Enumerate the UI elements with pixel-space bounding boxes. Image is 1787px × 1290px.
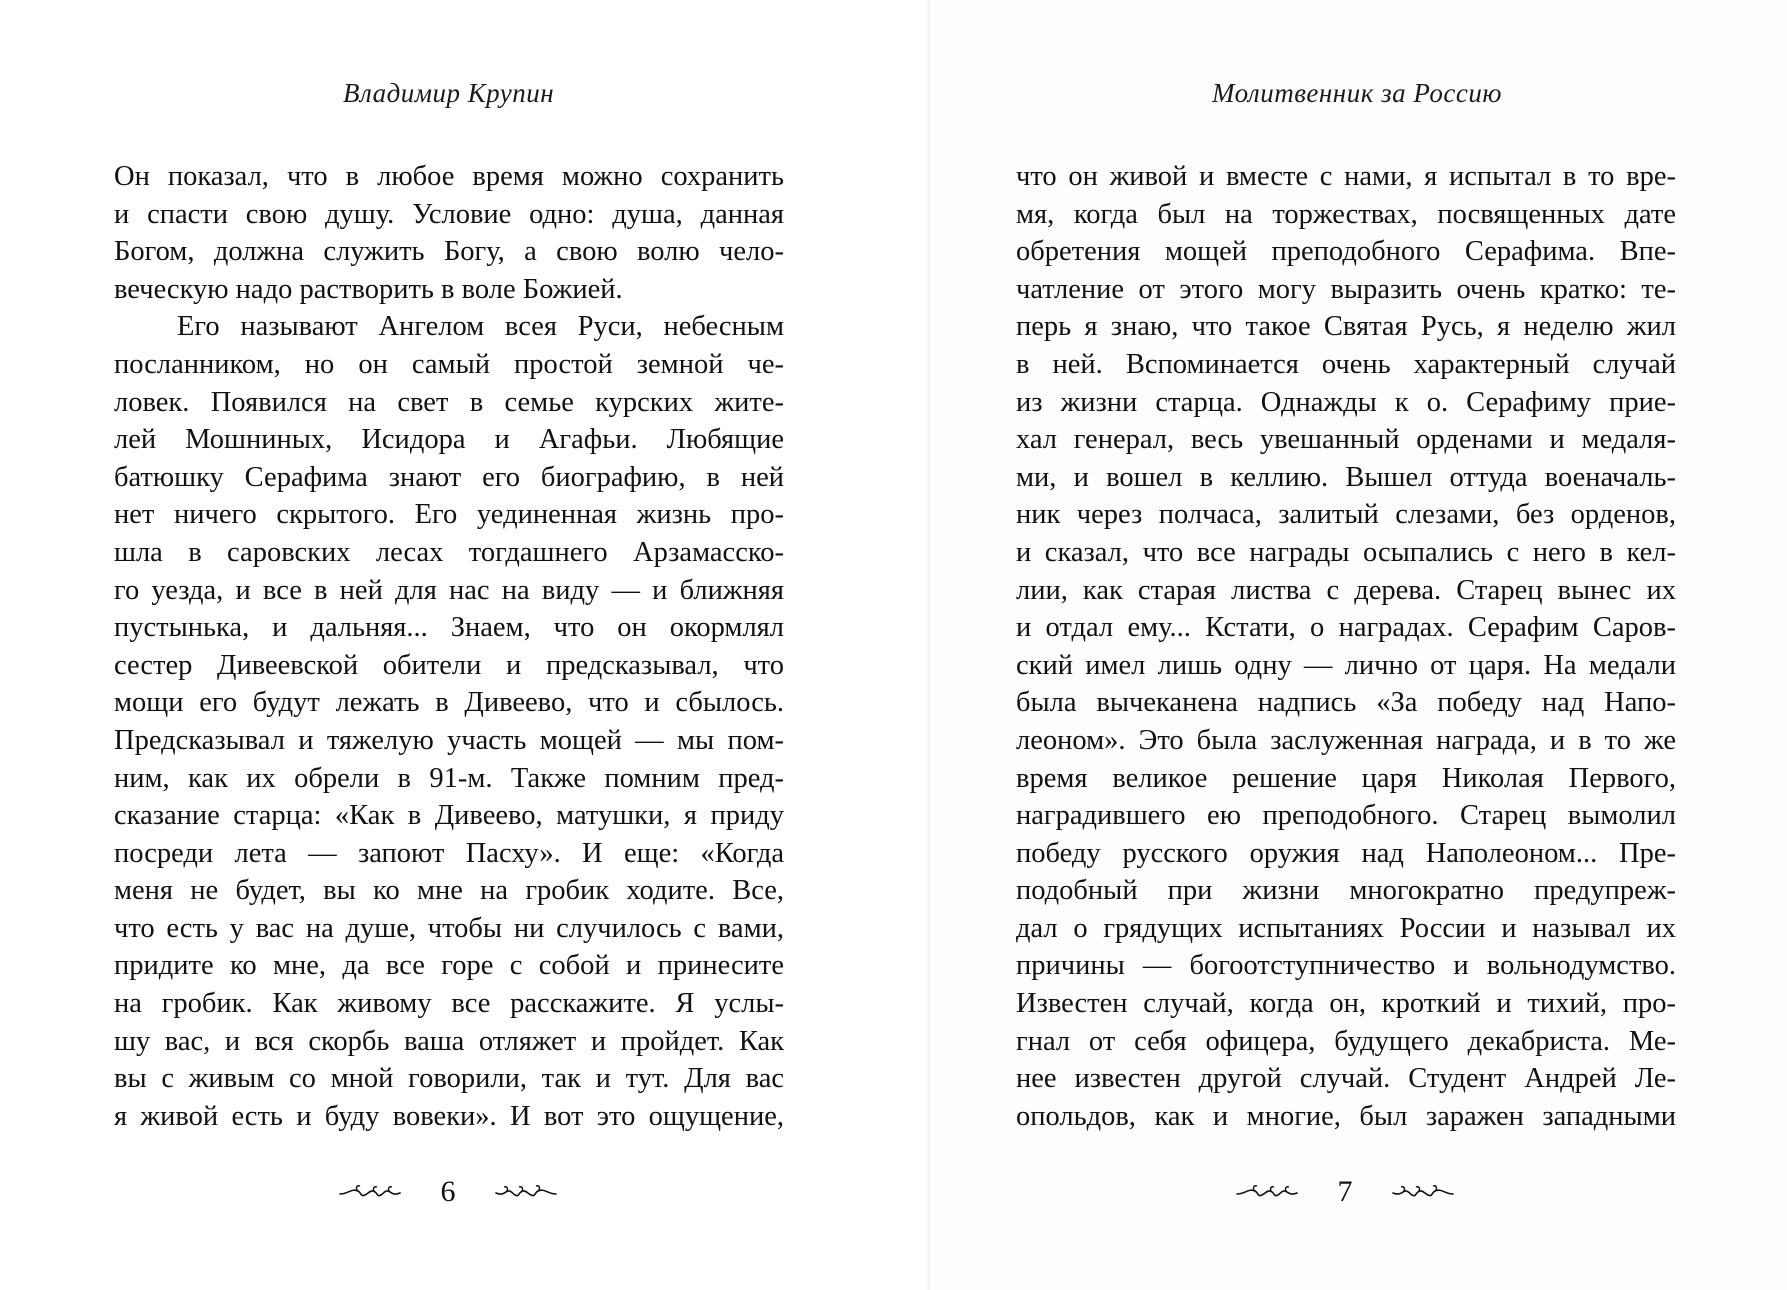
text-line: хал генерал, весь увешанный орденами и медаля- bbox=[1016, 424, 1676, 456]
text-line: наградившего ею преподобного. Старец вымолил bbox=[1016, 800, 1676, 832]
text-line: посланником, но он самый простой земной че- bbox=[114, 348, 784, 380]
right-body-text bbox=[1016, 158, 1676, 1135]
text-line: веческую надо растворить в воле Божией. bbox=[114, 273, 623, 305]
text-line: лей Мошниных, Исидора и Агафьи. Любящие bbox=[114, 424, 784, 456]
text-line: и отдал ему... Кстати, о наградах. Серафим Саров- bbox=[1016, 612, 1676, 644]
text-line: причины — богоотступничество и вольнодумство. bbox=[1016, 950, 1676, 982]
text-line: лии, как старая листва с дерева. Старец вынес их bbox=[1016, 574, 1676, 606]
right-running-head: Молитвенник за Россию bbox=[1212, 78, 1502, 108]
text-line: и сказал, что все награды осыпались с него в кел- bbox=[1016, 536, 1676, 568]
text-line: время великое решение царя Николая Первого, bbox=[1016, 762, 1676, 794]
text-line: нее известен другой случай. Студент Андрей Ле- bbox=[1016, 1063, 1676, 1095]
text-line: нет ничего скрытого. Его уединенная жизнь про- bbox=[114, 499, 784, 531]
right-page bbox=[930, 0, 1787, 1290]
text-line: что есть у вас на душе, чтобы ни случилось с вами, bbox=[114, 912, 784, 944]
flourish-right-icon bbox=[494, 1183, 558, 1201]
text-line: чатление от этого могу выразить очень кратко: те- bbox=[1016, 273, 1676, 305]
flourish-left-icon bbox=[1235, 1183, 1299, 1201]
page-number: 6 bbox=[440, 1175, 456, 1208]
text-line: ник через полчаса, залитый слезами, без орденов, bbox=[1016, 499, 1676, 531]
text-line: Предсказывал и тяжелую участь мощей — мы пом- bbox=[114, 724, 784, 756]
flourish-left-icon bbox=[338, 1183, 402, 1201]
text-line: и спасти свою душу. Условие одно: душа, данная bbox=[114, 198, 784, 230]
text-line: в ней. Вспоминается очень характерный случай bbox=[1016, 348, 1676, 380]
text-line: мощи его будут лежать в Дивеево, что и сбылось. bbox=[114, 687, 784, 719]
left-folio bbox=[338, 1172, 558, 1212]
text-line: вы с живым со мной говорили, так и тут. Для вас bbox=[114, 1063, 784, 1095]
text-line: пустынька, и дальняя... Знаем, что он окормлял bbox=[114, 612, 784, 644]
text-line: была вычеканена надпись «За победу над Напо- bbox=[1016, 687, 1676, 719]
right-folio bbox=[1235, 1172, 1455, 1212]
text-line: на гробик. Как живому все расскажите. Я услы- bbox=[114, 988, 784, 1020]
page-number: 7 bbox=[1337, 1175, 1353, 1208]
text-line: шла в саровских лесах тогдашнего Арзамасско- bbox=[114, 536, 784, 568]
text-line: Известен случай, когда он, кроткий и тихий, про- bbox=[1016, 988, 1676, 1020]
text-line: сестер Дивеевской обители и предсказывал, что bbox=[114, 649, 784, 681]
text-line: победу русского оружия над Наполеоном... Пре- bbox=[1016, 837, 1676, 869]
text-line: обретения мощей преподобного Серафима. Впе- bbox=[1016, 236, 1676, 268]
text-line: я живой есть и буду вовеки». И вот это ощущение, bbox=[114, 1100, 784, 1132]
text-line: меня не будет, вы ко мне на гробик ходите. Все, bbox=[114, 875, 784, 907]
text-line: ми, и вошел в келлию. Вышел оттуда военачаль- bbox=[1016, 461, 1676, 493]
text-line: придите ко мне, да все горе с собой и принесите bbox=[114, 950, 784, 982]
text-line: ский имел лишь одну — лично от царя. На медали bbox=[1016, 649, 1676, 681]
left-running-head: Владимир Крупин bbox=[343, 78, 555, 108]
text-line: Он показал, что в любое время можно сохранить bbox=[114, 161, 784, 192]
text-line: ним, как их обрели в 91-м. Также помним пред- bbox=[114, 762, 784, 794]
text-line: перь я знаю, что такое Святая Русь, я неделю жил bbox=[1016, 311, 1676, 343]
flourish-right-icon bbox=[1391, 1183, 1455, 1201]
text-line: Богом, должна служить Богу, а свою волю чело- bbox=[114, 236, 784, 268]
text-line: что он живой и вместе с нами, я испытал в то вре- bbox=[1016, 161, 1676, 192]
text-line: из жизни старца. Однажды к о. Серафиму прие- bbox=[1016, 386, 1676, 418]
text-line: подобный при жизни многократно предупреж- bbox=[1016, 875, 1676, 907]
text-line: гнал от себя офицера, будущего декабриста. Ме- bbox=[1016, 1025, 1676, 1057]
text-line: шу вас, и вся скорбь ваша отляжет и пройдет. Как bbox=[114, 1025, 784, 1057]
text-line: Его называют Ангелом всея Руси, небесным bbox=[177, 311, 784, 343]
text-line: леоном». Это была заслуженная награда, и в то же bbox=[1016, 724, 1676, 756]
text-line: мя, когда был на торжествах, посвященных дате bbox=[1016, 198, 1676, 230]
text-line: опольдов, как и многие, был заражен западными bbox=[1016, 1100, 1676, 1132]
left-body-text bbox=[114, 158, 784, 1135]
text-line: ловек. Появился на свет в семье курских жите- bbox=[114, 386, 784, 418]
text-line: батюшку Серафима знают его биографию, в ней bbox=[114, 461, 784, 493]
text-line: дал о грядущих испытаниях России и называл их bbox=[1016, 912, 1676, 944]
text-line: го уезда, и все в ней для нас на виду — и ближняя bbox=[114, 574, 784, 606]
text-line: сказание старца: «Как в Дивеево, матушки, я приду bbox=[114, 800, 784, 832]
text-line: посреди лета — запоют Пасху». И еще: «Когда bbox=[114, 837, 784, 869]
